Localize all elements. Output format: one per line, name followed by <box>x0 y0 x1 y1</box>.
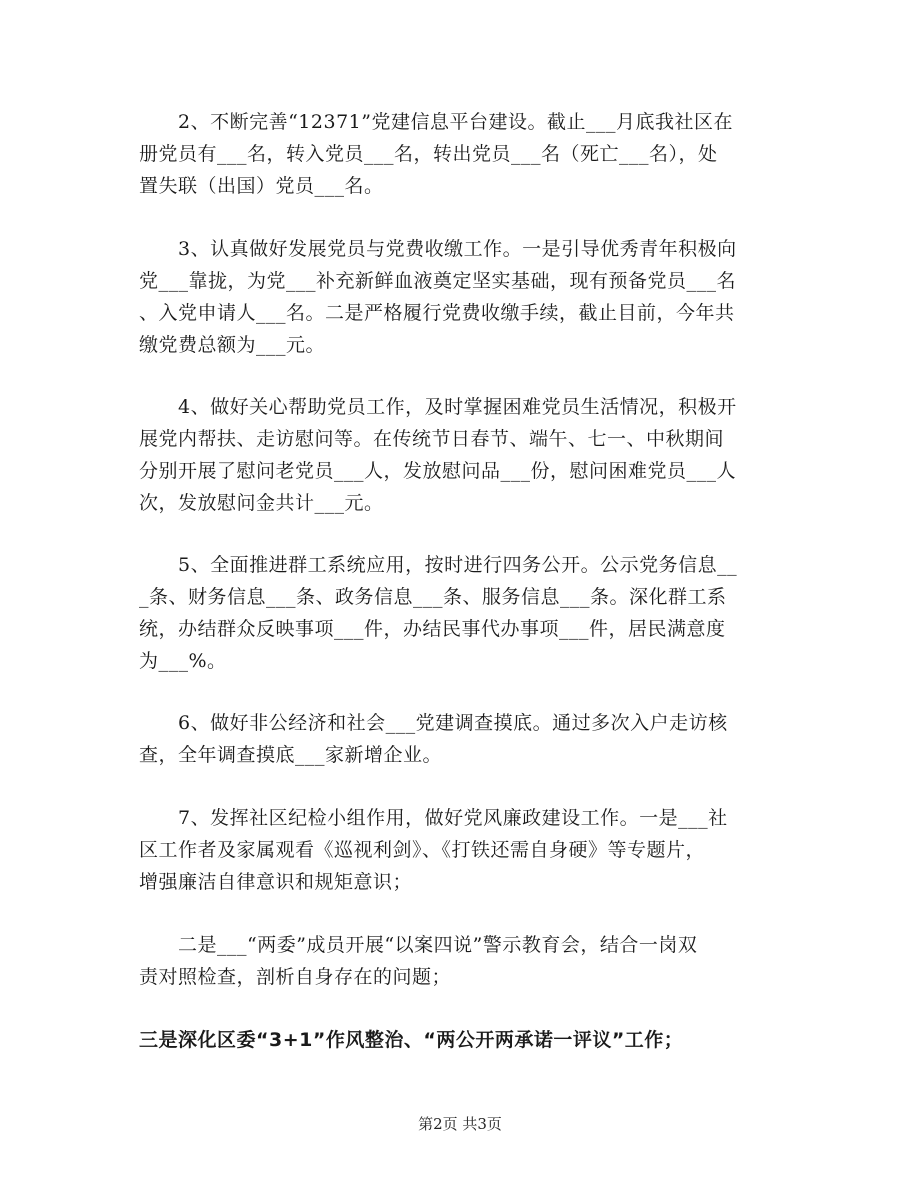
text-line: 4、做好关心帮助党员工作，及时掌握困难党员生活情况，积极开 <box>139 396 737 418</box>
text-line: 、入党申请人___名。二是严格履行党费收缴手续，截止目前，今年共 <box>139 302 735 324</box>
text-line: 增强廉洁自律意识和规矩意识； <box>139 871 413 893</box>
text-line: 二是___“两委”成员开展“以案四说”警示教育会，结合一岗双 <box>139 934 698 956</box>
paragraph-4 <box>139 391 784 519</box>
text-line: 为___%。 <box>139 650 227 672</box>
text-line: 区工作者及家属观看《巡视利剑》、《打铁还需自身硬》等专题片， <box>139 839 706 861</box>
text-line: 展党内帮扶、走访慰问等。在传统节日春节、端午、七一、中秋期间 <box>139 428 725 450</box>
text-line: 统，办结群众反映事项___件，办结民事代办事项___件，居民满意度 <box>139 618 726 640</box>
paragraph-6 <box>139 707 784 771</box>
text-line: 次，发放慰问金共计___元。 <box>139 492 384 514</box>
text-line: 册党员有___名，转入党员___名，转出党员___名（死亡___名），处 <box>139 143 718 165</box>
paragraph-7 <box>139 802 784 898</box>
text-line: 置失联（出国）党员___名。 <box>139 175 384 197</box>
paragraph-5 <box>139 549 784 677</box>
text-line: 5、全面推进群工系统应用，按时进行四务公开。公示党务信息__ <box>139 554 738 576</box>
text-line: 责对照检查，剖析自身存在的问题； <box>139 966 452 988</box>
page-footer: 第2页 共3页 <box>418 1115 502 1133</box>
text-line: 6、做好非公经济和社会___党建调查摸底。通过多次入户走访核 <box>139 712 728 734</box>
text-line: 2、不断完善“12371”党建信息平台建设。截止___月底我社区在 <box>139 111 733 133</box>
text-line: _条、财务信息___条、政务信息___条、服务信息___条。深化群工系 <box>139 586 727 608</box>
paragraph-2 <box>139 106 784 202</box>
text-line: 查，全年调查摸底___家新增企业。 <box>139 744 443 766</box>
text-line: 7、发挥社区纪检小组作用，做好党风廉政建设工作。一是___社 <box>139 807 728 829</box>
text-line: 党___靠拢，为党___补充新鲜血液奠定坚实基础，现有预备党员___名 <box>139 270 737 292</box>
text-line: 三是深化区委“3+1”作风整治、“两公开两承诺一评议”工作； <box>139 1029 684 1051</box>
paragraph-9-bold <box>139 1024 784 1056</box>
paragraph-3 <box>139 233 784 361</box>
text-line: 3、认真做好发展党员与党费收缴工作。一是引导优秀青年积极向 <box>139 238 737 260</box>
text-line: 缴党费总额为___元。 <box>139 334 326 356</box>
paragraph-8 <box>139 929 784 993</box>
text-line: 分别开展了慰问老党员___人，发放慰问品___份，慰问困难党员___人 <box>139 460 737 482</box>
